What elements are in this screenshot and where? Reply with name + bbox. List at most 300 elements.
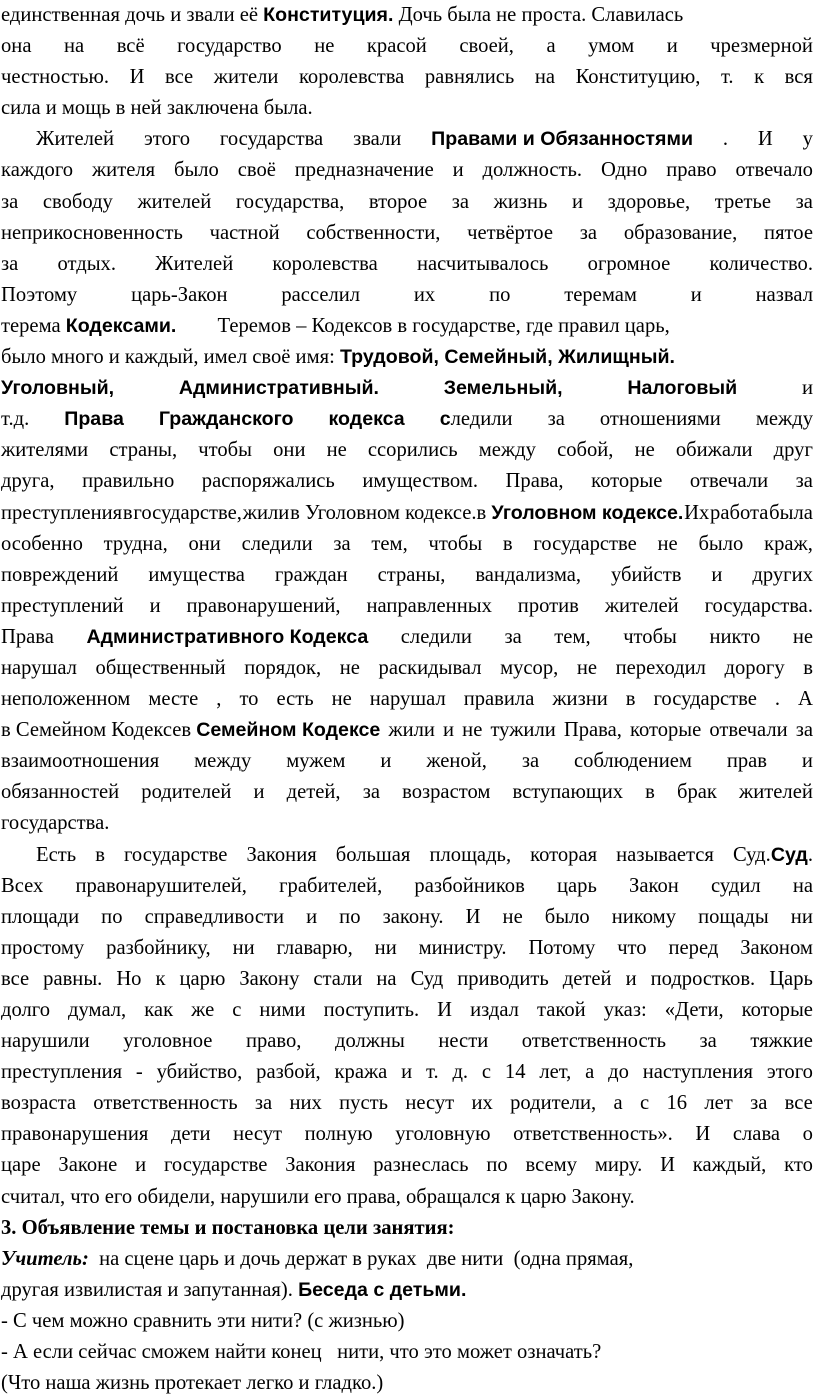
text-line: [1, 93, 813, 124]
text-word: по: [339, 905, 361, 928]
text-word: мусор,: [500, 656, 559, 679]
text-word: брак: [677, 781, 717, 804]
text-word: честностью.: [1, 66, 110, 89]
text-word: частной: [209, 221, 280, 244]
text-word: на: [64, 35, 85, 58]
text-word: и: [625, 967, 637, 990]
text-word: обязанностей: [1, 781, 120, 804]
text-word: никто: [709, 625, 761, 648]
text-word: между: [478, 439, 536, 462]
text-word: Царь: [769, 967, 813, 990]
text-word: и: [306, 905, 318, 928]
emphasized-term: Правами и Обязанностями: [431, 128, 694, 151]
text-word: правильно: [82, 470, 175, 493]
text-word: красой: [366, 35, 427, 58]
text-word: то: [239, 688, 259, 711]
text-word: кто: [784, 1154, 813, 1177]
emphasized-term: Уголовный,: [1, 377, 115, 400]
text-word: уголовное: [123, 1030, 213, 1053]
text-word: государстве,: [133, 501, 242, 524]
text-word: несут: [233, 1123, 283, 1146]
text-word: пусть: [339, 1092, 389, 1115]
text-word: которая: [530, 843, 598, 866]
text-word: считал, что его обидели, нарушили его права, обращался к царю Закону.: [1, 1185, 635, 1208]
text-line: [1, 62, 813, 93]
text-word: Конституцию,: [575, 66, 701, 89]
text-line: [1, 1275, 813, 1306]
text-word: а: [585, 1061, 595, 1084]
text-word: тем,: [554, 625, 591, 648]
text-word: поступить.: [323, 999, 420, 1021]
text-word: и: [380, 750, 392, 773]
text-word: в: [502, 532, 513, 555]
text-word: простому: [1, 936, 85, 959]
text-line: [1, 1306, 813, 1337]
text-word: детей,: [286, 781, 341, 804]
text-line: [1, 1088, 813, 1119]
text-word: была: [769, 501, 813, 524]
text-word: и: [572, 190, 584, 213]
text-word: граждан: [274, 563, 348, 586]
emphasized-term: Конституция.: [263, 4, 394, 26]
text-word: правонарушения: [1, 1123, 149, 1146]
text-word: А: [798, 688, 813, 711]
emphasized-term: Административный.: [178, 377, 379, 400]
text-word: ни: [790, 905, 813, 928]
text-word: все: [784, 1092, 813, 1115]
text-word: подростков.: [650, 967, 756, 990]
text-word: которые: [591, 470, 663, 493]
text-word: за: [1, 190, 19, 213]
text-word: количество.: [709, 252, 813, 275]
text-run: в Уголовном кодексе.в Уголовном кодексе.: [290, 501, 684, 524]
text-word: жизнь: [493, 190, 548, 213]
text-run: Суд.Суд.: [732, 843, 813, 866]
text-word: страны,: [377, 563, 446, 586]
text-word: они: [188, 532, 221, 555]
text-word: ответственность».: [513, 1123, 673, 1146]
text-word: за: [795, 190, 813, 213]
text-line: [1, 466, 813, 497]
text-word: Поэтому: [1, 283, 78, 306]
text-word: чтобы: [198, 439, 252, 462]
text-word: д.: [452, 1061, 469, 1084]
text-word: нарушал: [1, 656, 77, 679]
text-word: несут: [405, 1092, 455, 1115]
text-word: прав: [726, 750, 767, 773]
text-line: [1, 435, 813, 466]
text-word: (Что наша жизнь протекает легко и гладко.): [1, 1372, 384, 1395]
text-word: царь-Закон: [131, 283, 228, 306]
text-word: убийство,: [156, 1061, 243, 1084]
text-word: за: [333, 532, 351, 555]
text-word: в: [476, 501, 492, 524]
text-word: не: [792, 625, 813, 648]
text-word: этого: [766, 1061, 813, 1084]
text-word: [440, 404, 513, 435]
text-word: детей: [562, 967, 612, 990]
text-word: за: [795, 719, 813, 742]
text-word: Закон: [629, 874, 679, 897]
text-word: чрезмерной: [710, 35, 813, 58]
text-word: Законе: [58, 1154, 118, 1177]
text-word: не: [576, 656, 598, 679]
text-word: полную: [304, 1123, 373, 1146]
text-word: И: [660, 1154, 675, 1177]
text-word: ни: [374, 936, 397, 959]
text-word: направленных: [366, 594, 492, 617]
text-word: возрастом: [402, 781, 491, 804]
text-line: [1, 1213, 813, 1244]
text-word: площади: [1, 905, 80, 928]
text-word: особенно: [1, 532, 83, 555]
text-word: в: [645, 781, 655, 804]
text-line: [1, 964, 813, 995]
text-word: - С чем можно сравнить эти нити? (с жизнью): [1, 1309, 405, 1332]
text-word: не: [502, 905, 523, 928]
text-word: министру.: [418, 936, 507, 959]
text-word: за: [504, 625, 522, 648]
text-word: и: [135, 1154, 147, 1177]
text-word: преступления: [1, 501, 123, 524]
text-word: королевства: [298, 66, 405, 89]
text-word: своё: [237, 159, 276, 182]
text-word: следили: [241, 532, 313, 555]
text-word: отвечали: [709, 719, 788, 742]
text-word: и: [711, 563, 723, 586]
text-word: тужили: [490, 719, 556, 742]
text-word: Жителей: [155, 252, 234, 275]
paragraph: [1, 124, 813, 839]
text-word: дорогу: [724, 656, 785, 679]
text-word: собой,: [557, 439, 614, 462]
text-word: справедливости: [144, 905, 284, 928]
text-word: Потому: [528, 936, 596, 959]
text-word: стали: [313, 967, 363, 990]
text-word: издал: [470, 999, 519, 1021]
text-word: не: [462, 719, 483, 742]
text-line: [1, 871, 813, 902]
text-word: площадь,: [429, 843, 512, 866]
text-word: огромное: [587, 252, 671, 275]
text-word: правонарушений,: [186, 594, 341, 617]
text-word: И: [695, 1123, 711, 1146]
text-word: Права,: [505, 470, 564, 493]
text-word: чтобы: [428, 532, 483, 555]
text-word: ссорились: [367, 439, 458, 462]
text-line: [1, 1026, 813, 1057]
text-line: [1, 1368, 813, 1399]
text-word: жителей: [137, 190, 212, 213]
text-word: никому: [611, 905, 676, 928]
text-word: .: [722, 128, 729, 151]
text-word: как: [144, 999, 174, 1021]
text-word: раскидывал: [378, 656, 482, 679]
emphasized-term: Беседа с детьми.: [298, 1278, 467, 1301]
text-word: королевства: [272, 252, 378, 275]
text-word: и: [443, 719, 455, 742]
emphasized-term: Трудовой, Семейный, Жилищный.: [339, 346, 675, 369]
text-word: и: [690, 283, 702, 306]
text-word: Закону: [239, 967, 300, 990]
text-word: разнеслась: [373, 1154, 469, 1177]
text-word: взаимоотношения: [1, 750, 160, 773]
text-word: в: [95, 843, 105, 866]
text-word: И: [465, 905, 481, 928]
text-line: [1, 622, 813, 653]
text-word: жителей: [604, 594, 679, 617]
text-word: работа: [710, 501, 769, 524]
text-word: и: [253, 781, 265, 804]
text-word: женой,: [426, 750, 487, 773]
text-word: большая: [335, 843, 411, 866]
text-word: жителями: [1, 439, 89, 462]
text-word: в: [181, 719, 197, 742]
text-word: родители,: [510, 1092, 597, 1115]
text-word: вся: [784, 66, 813, 89]
text-word: до: [608, 1061, 629, 1084]
text-word: умом: [588, 35, 635, 58]
text-word: этого: [143, 128, 191, 151]
text-word: Теремов – Кодексов в государстве, где правил царь,: [176, 314, 670, 337]
text-word: их: [471, 1092, 493, 1115]
text-line: [1, 1337, 813, 1368]
text-word: имуществом.: [362, 470, 479, 493]
text-word: а: [546, 35, 556, 58]
text-word: право: [666, 159, 717, 182]
text-word: лет: [704, 1092, 733, 1115]
text-word: не: [314, 35, 335, 58]
emphasized-term: Кодексами.: [65, 314, 177, 337]
text-word: право,: [245, 1030, 302, 1053]
text-word: Одно: [600, 159, 648, 182]
text-line: [1, 902, 813, 933]
text-word: своей,: [459, 35, 514, 58]
text-word: И: [757, 128, 773, 151]
text-word: Суд: [410, 967, 444, 990]
text-word: против: [517, 594, 579, 617]
text-word: и: [149, 594, 161, 617]
text-line: [1, 933, 813, 964]
text-word: не: [331, 688, 352, 711]
text-word: которые: [741, 999, 813, 1021]
text-line: [1, 1057, 813, 1088]
text-word: долго: [1, 999, 51, 1021]
text-word: 14: [504, 1061, 526, 1084]
text-word: за: [795, 470, 813, 493]
text-word: второе: [368, 190, 428, 213]
text-word: расселил: [281, 283, 361, 306]
text-word: и: [666, 35, 678, 58]
text-word: государстве: [653, 688, 757, 711]
text-word: образование,: [623, 221, 738, 244]
emphasized-term: Права: [64, 408, 124, 431]
text-word: миру.: [594, 1154, 643, 1177]
text-word: было: [173, 159, 219, 182]
text-word: за: [521, 750, 540, 773]
text-word: месте: [148, 688, 199, 711]
text-word: обижали: [675, 439, 753, 462]
text-word: друга,: [1, 470, 55, 493]
text-word: жили: [242, 501, 290, 524]
text-line: [1, 342, 813, 373]
text-word: государстве: [123, 843, 228, 866]
emphasized-term: Семейном Кодексе: [196, 719, 381, 742]
text-word: сила и мощь в ней заключена была.: [1, 97, 313, 120]
text-word: в: [122, 501, 133, 524]
text-line: [1, 684, 813, 715]
text-word: равнялись: [424, 66, 515, 89]
text-word: вступающих: [512, 781, 624, 804]
text-word: трудна,: [103, 532, 168, 555]
text-word: нарушили: [1, 1030, 90, 1053]
text-word: должны: [334, 1030, 405, 1053]
text-word: Дочь была не проста. Славилась: [393, 4, 684, 26]
text-line: [1, 560, 813, 591]
text-word: царь: [557, 874, 597, 897]
text-word: на: [376, 967, 397, 990]
text-word: них: [289, 1092, 322, 1115]
text-word: родителей: [141, 781, 232, 804]
text-word: же: [191, 999, 215, 1021]
text-word: Законом: [740, 936, 813, 959]
text-word: убийств: [611, 563, 682, 586]
text-word: порядок,: [244, 656, 322, 679]
text-word: за: [547, 408, 565, 431]
text-word: лет,: [539, 1061, 572, 1084]
text-word: Права,: [563, 719, 622, 742]
text-word: государство: [177, 35, 282, 58]
text-word: имущества: [148, 563, 245, 586]
text-word: о: [802, 1123, 813, 1146]
text-word: за: [362, 781, 380, 804]
text-word: Есть: [36, 843, 77, 866]
text-word: судил: [710, 874, 761, 897]
text-word: слава: [732, 1123, 781, 1146]
text-word: закону.: [382, 905, 444, 928]
text-word: т.: [720, 66, 734, 89]
text-word: И: [129, 66, 145, 89]
text-word: указ:: [603, 999, 647, 1021]
text-line: [1, 31, 813, 62]
text-word: между: [755, 408, 813, 431]
text-line: [1, 404, 813, 435]
text-word: тяжкие: [750, 1030, 813, 1053]
text-word: все: [1, 967, 30, 990]
text-word: т.д.: [1, 408, 30, 431]
emphasized-term: кодекса: [328, 408, 405, 431]
text-word: жизни: [552, 688, 608, 711]
text-word: такой: [536, 999, 586, 1021]
text-word: в: [803, 656, 813, 679]
text-word: .: [774, 688, 781, 711]
text-word: Жителей: [36, 128, 115, 151]
text-line: [1, 280, 813, 311]
text-word: «Дети,: [664, 999, 724, 1021]
text-word: звали: [353, 128, 402, 151]
text-word: возраста: [1, 1092, 76, 1115]
text-word: всё: [116, 35, 145, 58]
text-line: [1, 529, 813, 560]
text-word: других: [752, 563, 813, 586]
text-line: [1, 1244, 813, 1275]
text-line: [1, 155, 813, 186]
text-word: равны.: [43, 967, 103, 990]
emphasized-term: Гражданского: [158, 408, 294, 431]
text-word: общественный: [95, 656, 226, 679]
text-line: [1, 840, 813, 871]
text-word: она: [1, 35, 32, 58]
text-word: по: [101, 905, 123, 928]
text-line: [1, 653, 813, 684]
text-word: не: [634, 439, 655, 462]
text-word: теремам: [564, 283, 637, 306]
text-word: разбойников: [414, 874, 525, 897]
text-word: не: [326, 439, 347, 462]
text-word: Права: [1, 625, 54, 648]
text-word: все: [165, 66, 194, 89]
text-word: и: [401, 1061, 413, 1084]
text-word: государстве: [163, 1154, 268, 1177]
text-word: нарушал: [369, 688, 446, 711]
text-run: в Семейном Кодексев Семейном Кодексе: [1, 719, 381, 742]
text-word: на: [534, 66, 556, 89]
text-word: за: [254, 1092, 273, 1115]
text-word: каждый,: [692, 1154, 767, 1177]
text-word: государства: [219, 128, 324, 151]
text-word: краж,: [764, 532, 813, 555]
text-word: жителя: [91, 159, 156, 182]
emphasized-term: Земельный,: [443, 377, 563, 400]
text-word: было много и каждый, имел своё имя:: [1, 346, 340, 369]
paragraph: [1, 1213, 813, 1399]
text-line: [1, 249, 813, 280]
text-line: [1, 0, 813, 31]
text-word: отдых.: [57, 252, 116, 275]
text-word: кража: [334, 1061, 388, 1084]
text-word: преступления: [1, 1061, 123, 1084]
text-word: насчитывалось: [416, 252, 549, 275]
text-line: [1, 808, 813, 839]
text-word: и: [801, 377, 813, 400]
text-word: ответственность: [93, 1092, 238, 1115]
text-word: их: [413, 283, 436, 306]
text-word: правила: [463, 688, 535, 711]
text-word: в: [625, 688, 636, 711]
text-word: по: [486, 1154, 508, 1177]
text-word: неприкосновенность: [1, 221, 183, 244]
text-word: свободу: [42, 190, 113, 213]
text-word: жили: [388, 719, 435, 742]
text-word: они: [273, 439, 306, 462]
text-word: следили: [400, 625, 472, 648]
section-heading: 3. Объявление темы и постановка цели занятия:: [1, 1216, 455, 1239]
text-word: Закония: [285, 1154, 356, 1177]
text-word: у: [802, 128, 813, 151]
text-word: здоровье,: [607, 190, 691, 213]
text-word: Закония: [246, 843, 317, 866]
text-word: грабителей,: [279, 874, 383, 897]
text-line: [1, 1150, 813, 1181]
text-word: .: [807, 843, 813, 866]
text-word: было: [544, 905, 590, 928]
text-word: приводить: [457, 967, 549, 990]
text-word: есть: [276, 688, 314, 711]
text-word: тем,: [371, 532, 408, 555]
text-word: за: [451, 190, 469, 213]
text-word: назвал: [755, 283, 813, 306]
text-word: не: [657, 532, 678, 555]
